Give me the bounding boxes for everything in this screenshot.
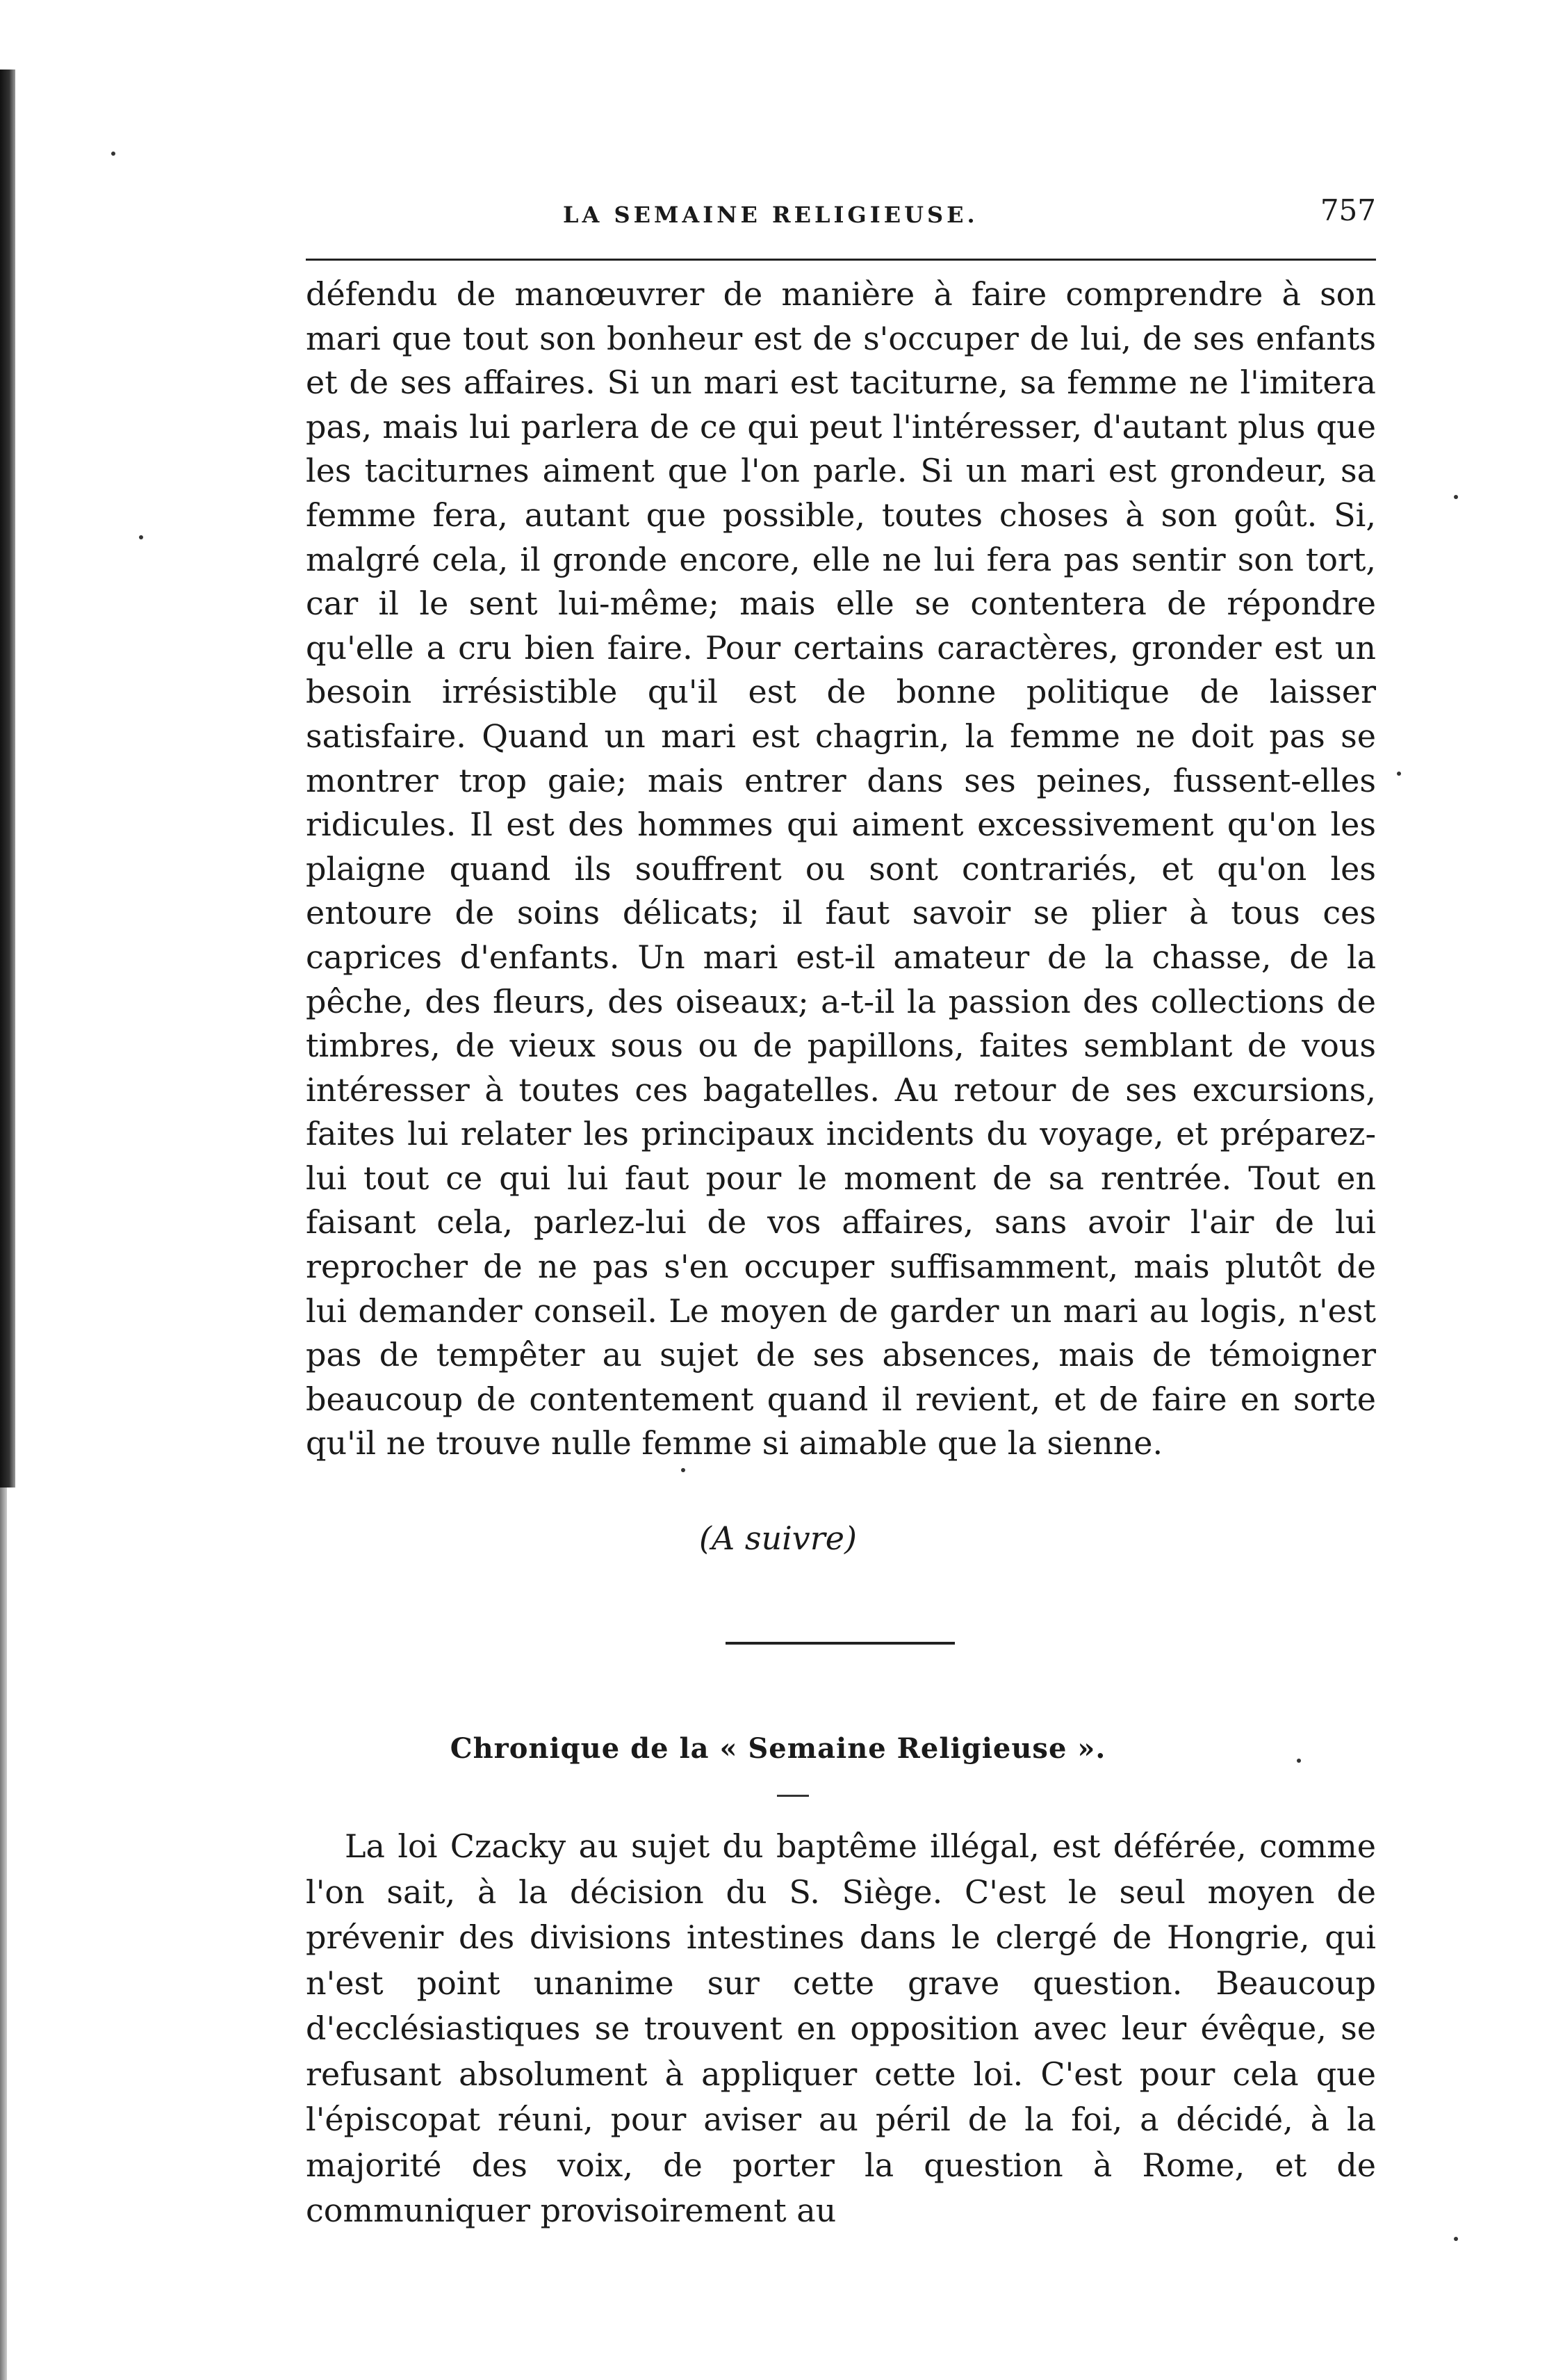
page-binding-shadow-lower	[0, 1488, 7, 2380]
section-separator	[726, 1642, 955, 1645]
print-speck	[681, 1468, 685, 1472]
chronicle-heading: Chronique de la « Semaine Religieuse ».	[450, 1732, 1106, 1765]
print-speck	[1397, 772, 1401, 776]
page-binding-shadow	[0, 70, 15, 1488]
to-be-continued-note: (A suivre)	[699, 1519, 857, 1557]
print-speck	[1454, 2237, 1458, 2241]
chronicle-body	[306, 1824, 1376, 2234]
running-head-title: LA SEMAINE RELIGIEUSE.	[563, 202, 978, 228]
article-body	[306, 272, 1376, 1466]
print-speck	[139, 535, 143, 539]
print-speck	[111, 152, 115, 156]
chronicle-paragraph: La loi Czacky au sujet du baptême illégal, est déférée, comme l'on sait, à la décision du S. Siège. C'est le seul moyen de prévenir des divisions intestines dans le clergé de Hongrie, qui n'est point unanime sur cette grave question. Beaucoup d'ecclésiastiques se trouvent en opposition avec leur évêque, se refusant absolument à appliquer cette loi. C'est pour cela que l'épiscopat réuni, pour aviser au péril de la foi, a décidé, à la majorité des voix, de porter la question à Rome, et de communiquer provisoirement au	[306, 1827, 1376, 2229]
print-speck	[1454, 495, 1458, 499]
page-number: 757	[1320, 193, 1376, 227]
header-rule	[306, 259, 1376, 261]
running-head	[306, 186, 1376, 235]
article-paragraph: défendu de manœuvrer de manière à faire comprendre à son mari que tout son bonheur est de s'occuper de lui, de ses enfants et de ses affaires. Si un mari est taciturne, sa femme ne l'imitera pas, mais lui parlera de ce qui peut l'intéresser, d'autant plus que les taciturnes aiment que l'on parle. Si un mari est grondeur, sa femme fera, autant que possible, toutes choses à son goût. Si, malgré cela, il gronde encore, elle ne lui fera pas sentir son tort, car il le sent lui-même; mais elle se contentera de répondre qu'elle a cru bien faire. Pour certains caractères, gronder est un besoin irrésistible qu'il est de bonne politique de laisser satisfaire. Quand un mari est chagrin, la femme ne doit pas se montrer trop gaie; mais entrer dans ses peines, fussent-elles ridicules. Il est des hommes qui aiment excessivement qu'on les plaigne quand ils souffrent ou sont contrariés, et qu'on les entoure de soins délicats; il faut savoir se plier à tous ces caprices d'enfants. Un mari est-il amateur de la chasse, de la pêche, des fleurs, des oiseaux; a-t-il la passion des collections de timbres, de vieux sous ou de papillons, faites semblant de vous intéresser à toutes ces bagatelles. Au retour de ses excursions, faites lui relater les principaux incidents du voyage, et préparez-lui tout ce qui lui faut pour le moment de sa rentrée. Tout en faisant cela, parlez-lui de vos affaires, sans avoir l'air de lui reprocher de ne pas s'en occuper suffisamment, mais plutôt de lui demander conseil. Le moyen de garder un mari au logis, n'est pas de tempêter au sujet de ses absences, mais de témoigner beaucoup de contentement quand il revient, et de faire en sorte qu'il ne trouve nulle femme si aimable que la sienne.	[306, 275, 1376, 1462]
heading-dash	[777, 1795, 809, 1797]
